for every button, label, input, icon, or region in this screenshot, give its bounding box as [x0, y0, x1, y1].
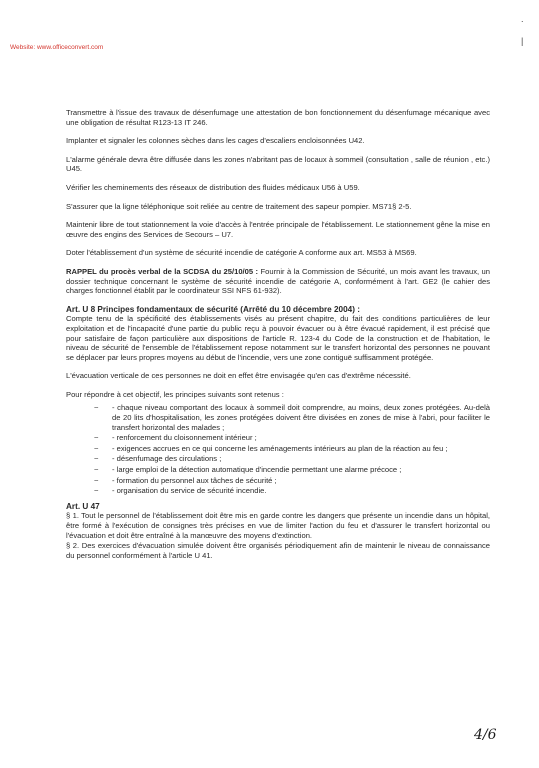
- paragraph-colonnes-seches: Implanter et signaler les colonnes sèches dans les cages d'escaliers encloisonnées U42.: [66, 136, 365, 146]
- paragraph-stationnement: Maintenir libre de tout stationnement la voie d'accès à l'entrée principale de l'établissement. Le stationnement gêne la mise en œuvre des engins des Services de Secours – U7.: [66, 220, 490, 239]
- art-u8-principles-intro: Pour répondre à cet objectif, les principes suivants sont retenus :: [66, 389, 284, 399]
- paragraph-telephone: S'assurer que la ligne téléphonique soit reliée au centre de traitement des sapeur pompier. MS71§ 2-5.: [66, 201, 412, 211]
- list-item: ~ - exigences accrues en ce qui concerne les aménagements intérieurs au plan de la réaction au feu ;: [94, 443, 448, 453]
- principles-list: [66, 403, 490, 495]
- paragraph-fluides: Vérifier les cheminements des réseaux de distribution des fluides médicaux U56 à U59.: [66, 182, 360, 192]
- rappel-section: [66, 267, 490, 296]
- art-u8-evacuation: L'évacuation verticale de ces personnes ne doit en effet être envisagée qu'en cas d'extrême nécessité.: [66, 371, 411, 381]
- rappel-heading: RAPPEL du procès verbal de la SCDSA du 25/10/05 :: [66, 266, 259, 276]
- art-u8-heading: Art. U 8 Principes fondamentaux de sécurité (Arrêté du 10 décembre 2004) :: [66, 304, 360, 314]
- list-item: ~ - formation du personnel aux tâches de sécurité ;: [94, 475, 277, 485]
- list-item: ~ - chaque niveau comportant des locaux à sommeil doit comprendre, au moins, deux zones protégées. Au-delà de 20 lits d'hospitalisation, les zones protégées doivent être divisées en zones de mise à l'abri, pour faciliter le transfert horizontal des malades ;: [94, 403, 490, 432]
- paragraph-alarme: L'alarme générale devra être diffusée dans les zones n'abritant pas de locaux à sommeil (consultation , salle de réunion , etc.) U45.: [66, 154, 490, 174]
- art-u47-heading: Art. U 47: [66, 501, 100, 511]
- list-item: ~ - large emploi de la détection automatique d'incendie permettant une alarme précoce ;: [94, 465, 402, 475]
- art-u47-section-1: § 1. Tout le personnel de l'établissement doit être mis en garde contre les dangers que présente un incendie dans un hôpital, être formé à l'exécution de consignes très précises en vue de limiter l'action du feu et d'assurer le transfert horizontal ou l'évacuation et doit être entraîné à la manœuvre des moyens d'extinction.: [66, 511, 490, 540]
- art-u8-intro: Compte tenu de la spécificité des établissements visés au présent chapitre, du fait des conditions particulières de leur exploitation et de l'incapacité d'une partie du public reçu à pouvoir évacuer ou à être évacué rapidement, il est précisé que pour satisfaire de façon particulière aux dispositions de l'article R. 123-4 du Code de la construction et de l'habitation, le niveau de sécurité de l'ensemble de l'établissement repose notamment sur le transfert horizontal des personnes ne pouvant se déplacer par leurs propres moyens au début de l'incendie, vers une zone contiguë suffisamment protégée.: [66, 314, 490, 362]
- list-item: ~ - renforcement du cloisonnement intérieur ;: [94, 433, 257, 443]
- page-number: 4/6: [474, 727, 497, 743]
- website-header: Website: www.officeconvert.com: [10, 44, 104, 51]
- paragraph-desenfumage: Transmettre à l'issue des travaux de désenfumage une attestation de bon fonctionnement du désenfumage mécanique avec une obligation de résultat R123-13 IT 246.: [66, 108, 490, 127]
- paragraph-ssi: Doter l'établissement d'un système de sécurité incendie de catégorie A conforme aux art. MS53 à MS69.: [66, 248, 417, 258]
- rappel-text: Fournir à la Commission de Sécurité, un mois avant les travaux, un dossier technique concernant le système de sécurité incendie de catégorie A, conformément à l'art. GE2 (le cahier des charges fonctionnel établit par le coordinateur SSI NFS 61-932).: [66, 266, 490, 296]
- list-item: ~ - organisation du service de sécurité incendie.: [94, 486, 267, 496]
- margin-mark: |: [521, 36, 524, 46]
- art-u47-section-2: § 2. Des exercices d'évacuation simulée doivent être organisés périodiquement afin de maintenir le niveau de connaissance du personnel conformément à l'article U 41.: [66, 541, 490, 560]
- list-item: ~ - désenfumage des circulations ;: [94, 454, 222, 464]
- margin-mark: .: [521, 14, 524, 24]
- document-body: [66, 108, 490, 569]
